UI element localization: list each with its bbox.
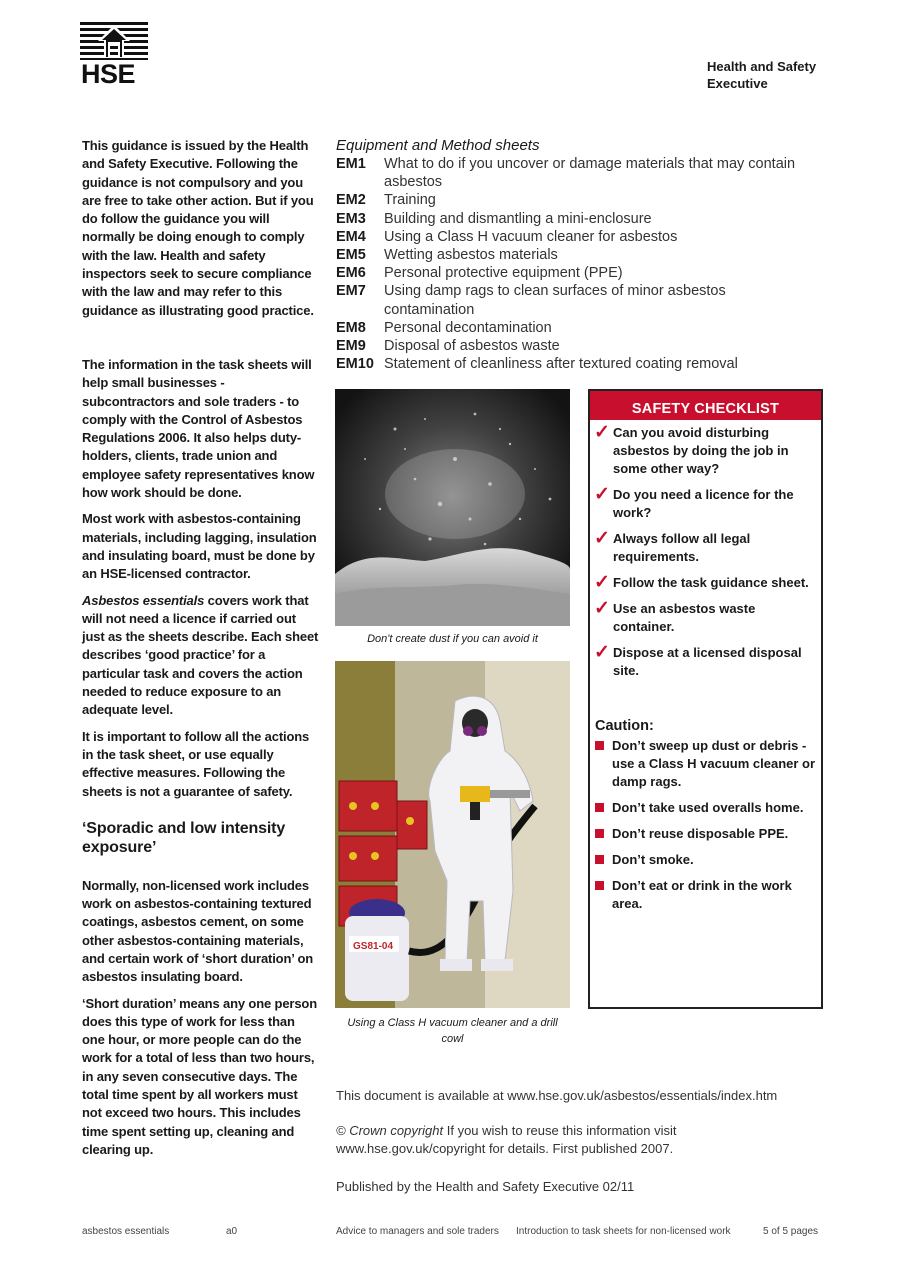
checklist-item bbox=[594, 574, 815, 592]
left-column bbox=[82, 137, 320, 1167]
em-item bbox=[336, 210, 806, 228]
caution-item bbox=[590, 825, 821, 843]
bullet-square-icon bbox=[595, 803, 604, 812]
safety-checklist-box bbox=[588, 389, 823, 1009]
checklist-item bbox=[594, 486, 815, 522]
logo-wordmark: HSE bbox=[81, 59, 136, 89]
caution-item-text: Don’t take used overalls home. bbox=[612, 800, 804, 815]
published-note: Published by the Health and Safety Executive 02/11 bbox=[336, 1179, 635, 1194]
em-item bbox=[336, 228, 806, 246]
series-name: asbestos essentials bbox=[82, 1226, 170, 1237]
em-code: EM6 bbox=[336, 265, 366, 282]
caution-item-text: Don’t eat or drink in the work area. bbox=[612, 878, 792, 911]
checkmark-icon: ✓ bbox=[594, 572, 610, 593]
em-text: Using damp rags to clean surfaces of minor asbestos contamination bbox=[384, 283, 726, 318]
checklist-item bbox=[594, 424, 815, 478]
em-code: EM2 bbox=[336, 192, 366, 209]
em-code: EM4 bbox=[336, 228, 366, 245]
bullet-square-icon bbox=[595, 855, 604, 864]
follow-actions-paragraph: It is important to follow all the actions in the task sheet, or use equally effective measures. Following the sheets is not a guarantee of safety. bbox=[82, 728, 310, 799]
em-item bbox=[336, 319, 806, 337]
caution-item-text: Don’t reuse disposable PPE. bbox=[612, 826, 789, 841]
em-code: EM9 bbox=[336, 338, 366, 355]
dust-photo-caption: Don't create dust if you can avoid it bbox=[367, 633, 538, 645]
em-text: Statement of cleanliness after textured coating removal bbox=[384, 356, 738, 373]
em-text: Using a Class H vacuum cleaner for asbestos bbox=[384, 228, 678, 245]
em-item bbox=[336, 191, 806, 209]
checklist-item bbox=[594, 644, 815, 680]
org-name bbox=[707, 58, 847, 92]
checkmark-icon: ✓ bbox=[594, 422, 610, 443]
caution-title: Caution: bbox=[595, 718, 654, 734]
essentials-desc: covers work that will not need a licence if carried out just as the sheets describe. Each sheet describes ‘good practice’ for a particular task and covers the action needed to reduce exposure to an adequate level. bbox=[82, 592, 319, 718]
em-code: EM7 bbox=[336, 283, 366, 300]
copyright-label: © Crown copyright bbox=[336, 1123, 444, 1138]
em-sheets-list bbox=[336, 155, 806, 373]
em-code: EM10 bbox=[336, 356, 374, 373]
checklist-item-text: Always follow all legal requirements. bbox=[613, 531, 751, 564]
caution-item bbox=[590, 851, 821, 869]
em-code: EM8 bbox=[336, 319, 366, 336]
intro-paragraph: This guidance is issued by the Health and Safety Executive. Following the guidance is not compulsory and you are free to take other action. But if you do follow the guidance you will normally be doing enough to comply with the law. Health and safety inspectors seek to secure compliance with the law and may refer to this guidance as illustrating good practice. bbox=[82, 138, 314, 318]
em-text: Personal protective equipment (PPE) bbox=[384, 265, 623, 282]
checklist-item-text: Follow the task guidance sheet. bbox=[613, 575, 809, 590]
caution-item bbox=[590, 877, 821, 913]
section-heading: ‘Sporadic and low intensity exposure’ bbox=[82, 819, 286, 856]
checklist-title: SAFETY CHECKLIST bbox=[590, 391, 821, 420]
sheet-code: a0 bbox=[226, 1226, 238, 1237]
em-text: Wetting asbestos materials bbox=[384, 247, 558, 264]
page-count: 5 of 5 pages bbox=[763, 1226, 819, 1237]
essentials-paragraph bbox=[82, 592, 320, 720]
em-item bbox=[336, 264, 806, 282]
em-text: Personal decontamination bbox=[384, 319, 552, 336]
caution-item bbox=[590, 799, 821, 817]
checklist-item-text: Can you avoid disturbing asbestos by doing the job in some other way? bbox=[613, 425, 789, 476]
vacuum-label: GS81-04 bbox=[353, 941, 394, 952]
checklist-item bbox=[594, 600, 815, 636]
org-name-line2: Executive bbox=[707, 76, 768, 91]
checklist-item bbox=[594, 530, 815, 566]
bullet-square-icon bbox=[595, 829, 604, 838]
licensed-work-paragraph: Most work with asbestos-containing materials, including lagging, insulation and insulating board, must be done by an HSE-licensed contractor. bbox=[82, 511, 317, 582]
dust-photo bbox=[335, 389, 570, 626]
org-name-line1: Health and Safety bbox=[707, 59, 817, 74]
bullet-square-icon bbox=[595, 881, 604, 890]
em-code: EM3 bbox=[336, 210, 366, 227]
checkmark-icon: ✓ bbox=[594, 642, 610, 663]
em-item bbox=[336, 282, 806, 318]
checkmark-icon: ✓ bbox=[594, 598, 610, 619]
em-code: EM5 bbox=[336, 247, 366, 264]
worker-photo-caption: Using a Class H vacuum cleaner and a drill cowl bbox=[347, 1017, 558, 1045]
copyright-note bbox=[336, 1122, 756, 1158]
audience-label: Advice to managers and sole traders bbox=[336, 1226, 499, 1237]
em-item bbox=[336, 337, 806, 355]
em-item bbox=[336, 155, 806, 191]
checklist-item-text: Dispose at a licensed disposal site. bbox=[613, 645, 802, 678]
topic-label: Introduction to task sheets for non-licensed work bbox=[516, 1226, 731, 1237]
checklist-item-text: Do you need a licence for the work? bbox=[613, 487, 794, 520]
caution-item-text: Don’t sweep up dust or debris - use a Class H vacuum cleaner or damp rags. bbox=[612, 738, 816, 789]
em-text: Training bbox=[384, 192, 436, 209]
caution-item-text: Don’t smoke. bbox=[612, 852, 694, 867]
copyright-text: If you wish to reuse this information visit www.hse.gov.uk/copyright for details. First published 2007. bbox=[336, 1123, 677, 1156]
em-code: EM1 bbox=[336, 156, 366, 172]
em-text: Building and dismantling a mini-enclosure bbox=[384, 210, 652, 227]
essentials-term: Asbestos essentials bbox=[82, 592, 205, 608]
short-duration-paragraph: ‘Short duration’ means any one person does this type of work for less than one hour, or more people can do the work for a total of less than two hours, in any seven consecutive days. The total time spent by all workers must not exceed two hours. This includes time spent setting up, cleaning and clearing up. bbox=[82, 995, 317, 1157]
checklist-item-text: Use an asbestos waste container. bbox=[613, 601, 756, 634]
em-item bbox=[336, 246, 806, 264]
bullet-square-icon bbox=[595, 741, 604, 750]
em-item bbox=[336, 355, 806, 373]
non-licensed-paragraph: Normally, non-licensed work includes work on asbestos-containing textured coatings, asbestos cement, on some other asbestos-containing materials, and certain work of ‘short duration’ on asbestos insulating board. bbox=[82, 877, 314, 985]
caution-item bbox=[590, 737, 821, 791]
em-sheets-title: Equipment and Method sheets bbox=[336, 137, 540, 154]
checkmark-icon: ✓ bbox=[594, 484, 610, 505]
info-paragraph: The information in the task sheets will help small businesses - subcontractors and sole traders - to comply with the Control of Asbestos Regulations 2006. It also helps duty-holders, clients, trade union and employee safety representatives know how work should be done. bbox=[82, 356, 315, 501]
checkmark-icon: ✓ bbox=[594, 528, 610, 549]
em-text: Disposal of asbestos waste bbox=[384, 338, 560, 355]
worker-vacuum-photo bbox=[335, 661, 570, 1008]
em-text: What to do if you uncover or damage materials that may contain asbestos bbox=[384, 156, 796, 191]
availability-note: This document is available at www.hse.gov.uk/asbestos/essentials/index.htm bbox=[336, 1088, 778, 1103]
